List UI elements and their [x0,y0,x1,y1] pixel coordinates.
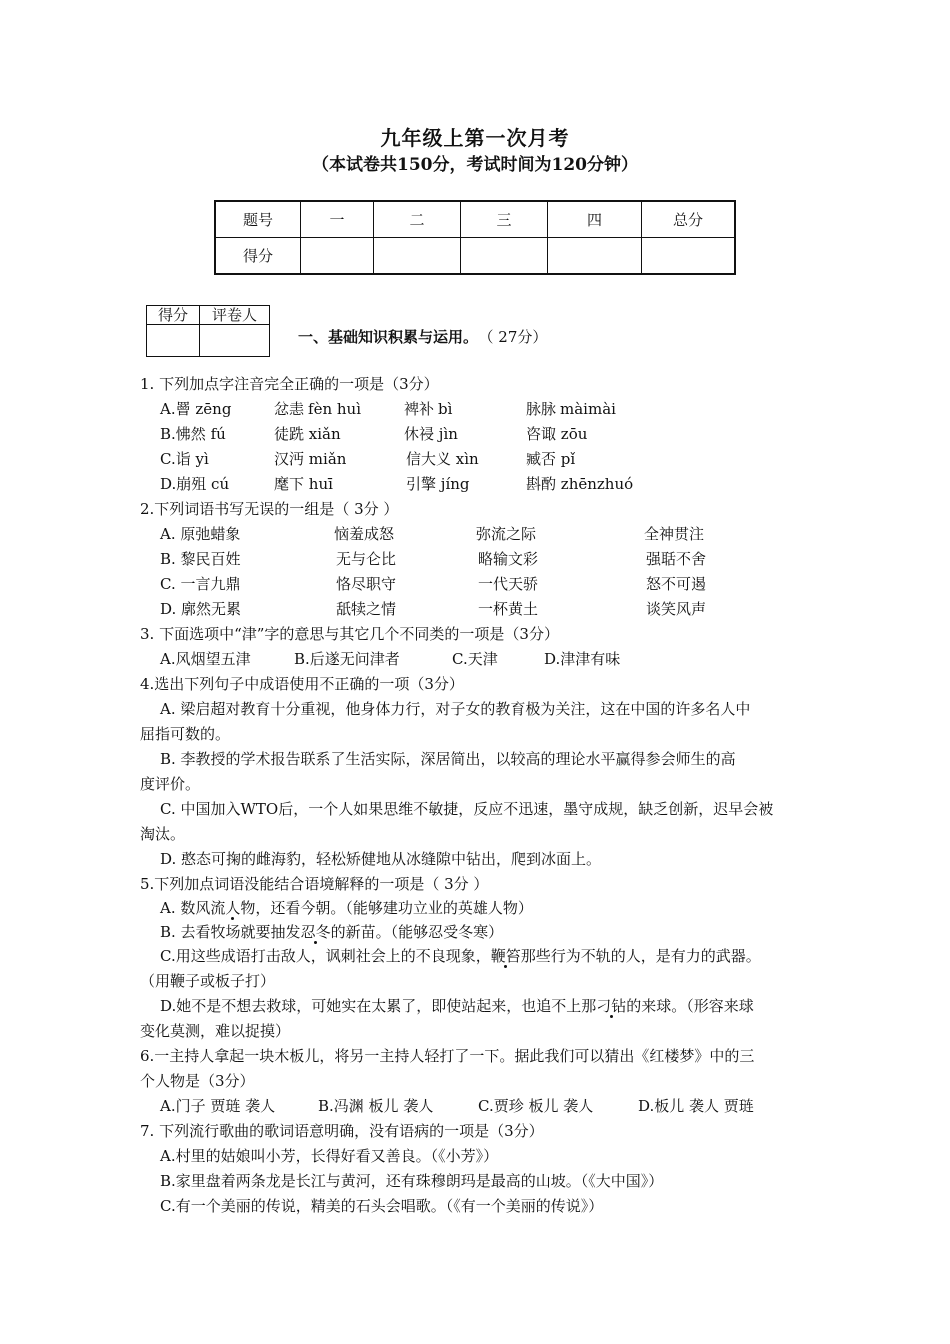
q4-option-b-line1: B. 李教授的学术报告联系了生活实际，深居简出，以较高的理论水平赢得参会师生的高 [160,750,736,768]
score-table-score-row [215,238,735,275]
score-input-3[interactable] [461,238,548,275]
q4-option-c-line2: 淘汰。 [140,825,186,843]
q1-a-item3: 裨补 bì [404,400,453,418]
exam-subtitle: （本试卷共150分，考试时间为120分钟） [312,155,638,175]
q2-a-word1: A. 原弛蜡象 [160,525,241,543]
score-table [214,200,736,275]
q5-option-b: B. 去看牧场就要抽发忍冬的新苗。（能够忍受冬寒） [160,923,504,941]
q4-option-a-line1: A. 梁启超对教育十分重视，他身体力行，对子女的教育极为关注，这在中国的许多名人中 [160,700,751,718]
q1-d-item4: 斟酌 zhēnzhuó [526,475,634,493]
score-input-2[interactable] [374,238,461,275]
q2-b-word3: 略输文彩 [478,550,539,568]
section-1-heading [298,326,547,347]
q2-c-word4: 怒不可遏 [646,575,707,593]
q1-b-item3: 休祲 jìn [404,425,458,443]
q6-stem-line1: 6.一主持人拿起一块木板儿，将另一主持人轻打了一下。据此我们可以猜出《红楼梦》中的三 [140,1047,755,1065]
score-cell-4: 四 [548,201,642,238]
q2-b-word2: 无与仑比 [336,550,397,568]
grader-box [146,305,270,357]
q4-option-c-line1: C. 中国加入WTO后，一个人如果思维不敏捷，反应不迅速，墨守成规，缺乏创新，迟早会被 [160,800,774,818]
q6-option-a: A.门子 贾琏 袭人 [160,1097,276,1115]
grader-score-label: 得分 [147,306,200,325]
q4-option-a-line2: 屈指可数的。 [140,725,231,743]
grader-score-input[interactable] [147,325,200,357]
score-input-4[interactable] [548,238,642,275]
q1-c-item3: 信大义 xìn [406,450,479,468]
q1-c-item2: 汉沔 miǎn [274,450,347,468]
q2-a-word4: 全神贯注 [644,525,705,543]
q3-option-a: A.风烟望五津 [160,650,251,668]
grader-name-label: 评卷人 [200,306,270,325]
q7-option-b: B.家里盘着两条龙是长江与黄河，还有珠穆朗玛是最高的山坡。（《大中国》） [160,1172,664,1190]
q1-b-item4: 咨诹 zōu [526,425,588,443]
q5-c-dotted-word: 鞭笞 [490,947,521,965]
score-cell-total: 总分 [642,201,736,238]
q5-b-dotted-word: 忍冬 [300,923,331,941]
q2-d-word2: 舐犊之情 [336,600,397,618]
q5-option-c-line1: C.用这些成语打击敌人，讽刺社会上的不良现象，鞭笞那些行为不轨的人，是有力的武器。 [160,947,761,965]
score-input-total[interactable] [642,238,736,275]
q1-stem: 1. 下列加点字注音完全正确的一项是（3分） [140,375,439,393]
q1-d-item2: 麾下 huī [274,475,333,493]
q1-c-item4: 臧否 pǐ [526,450,576,468]
q1-d-item3: 引擎 jíng [406,475,470,493]
q5-option-d-line1: D.她不是不想去救球，可她实在太累了，即使站起来，也追不上那刁钻的来球。（形容来球 [160,997,754,1015]
q3-stem: 3. 下面选项中“津”字的意思与其它几个不同类的一项是（3分） [140,625,559,643]
q2-d-word4: 谈笑风声 [646,600,707,618]
q4-option-d: D. 憨态可掬的雌海豹，轻松矫健地从冰缝隙中钻出，爬到冰面上。 [160,850,602,868]
q2-b-word1: B. 黎民百姓 [160,550,241,568]
score-cell-1: 一 [301,201,374,238]
q2-c-word2: 恪尽职守 [336,575,397,593]
score-table-header-row [215,201,735,238]
q5-option-d-line2: 变化莫测，难以捉摸） [140,1022,291,1040]
q1-b-item1: B.怫然 fú [160,425,226,443]
section-1-title: 一、基础知识积累与运用。 [298,328,479,346]
q5-option-a: A. 数风流人物，还看今朝。（能够建功立业的英雄人物） [160,899,533,917]
q7-option-c: C.有一个美丽的传说，精美的石头会唱歌。（《有一个美丽的传说》） [160,1197,604,1215]
q2-b-word4: 强聒不舍 [646,550,707,568]
q2-a-word3: 弥流之际 [476,525,537,543]
q7-option-a: A.村里的姑娘叫小芳，长得好看又善良。（《小芳》） [160,1147,499,1165]
q2-d-word1: D. 廓然无累 [160,600,242,618]
q2-d-word3: 一杯黄土 [478,600,539,618]
q3-option-b: B.后遂无问津者 [294,650,400,668]
section-1-points: （ 27分） [486,328,548,346]
q2-a-word2: 恼羞成怒 [334,525,395,543]
score-cell-3: 三 [461,201,548,238]
q1-a-item1: A.罾 zēng [160,400,232,418]
q6-option-b: B.冯渊 板儿 袭人 [318,1097,434,1115]
q1-a-item4: 脉脉 màimài [526,400,616,418]
q7-stem: 7. 下列流行歌曲的歌词语意明确，没有语病的一项是（3分） [140,1122,544,1140]
q5-stem: 5.下列加点词语没能结合语境解释的一项是（ 3分 ） [140,875,489,893]
q5-a-dotted-word: 流人物 [210,899,256,917]
exam-title: 九年级上第一次月考 [380,126,570,150]
grader-name-input[interactable] [200,325,270,357]
q5-option-c-line2: （用鞭子或板子打） [140,972,276,990]
q6-option-d: D.板儿 袭人 贾琏 [638,1097,754,1115]
q1-c-item1: C.诣 yì [160,450,209,468]
score-cell-2: 二 [374,201,461,238]
q2-c-word3: 一代天骄 [478,575,539,593]
q2-stem: 2.下列词语书写无误的一组是（ 3分 ） [140,500,399,518]
q3-option-c: C.天津 [452,650,498,668]
q6-option-c: C.贾珍 板儿 袭人 [478,1097,594,1115]
q2-c-word1: C. 一言九鼎 [160,575,241,593]
q6-stem-line2: 个人物是（3分） [140,1072,255,1090]
score-row-label: 得分 [215,238,301,275]
q1-a-item2: 忿恚 fèn huì [274,400,361,418]
q4-stem: 4.选出下列句子中成语使用不正确的一项（3分） [140,675,464,693]
score-cell-label: 题号 [215,201,301,238]
q4-option-b-line2: 度评价。 [140,775,201,793]
q5-d-dotted-word: 刁钻 [596,997,627,1015]
q1-b-item2: 徒跣 xiǎn [274,425,341,443]
score-input-1[interactable] [301,238,374,275]
q3-option-d: D.津津有味 [544,650,621,668]
q1-d-item1: D.崩殂 cú [160,475,230,493]
